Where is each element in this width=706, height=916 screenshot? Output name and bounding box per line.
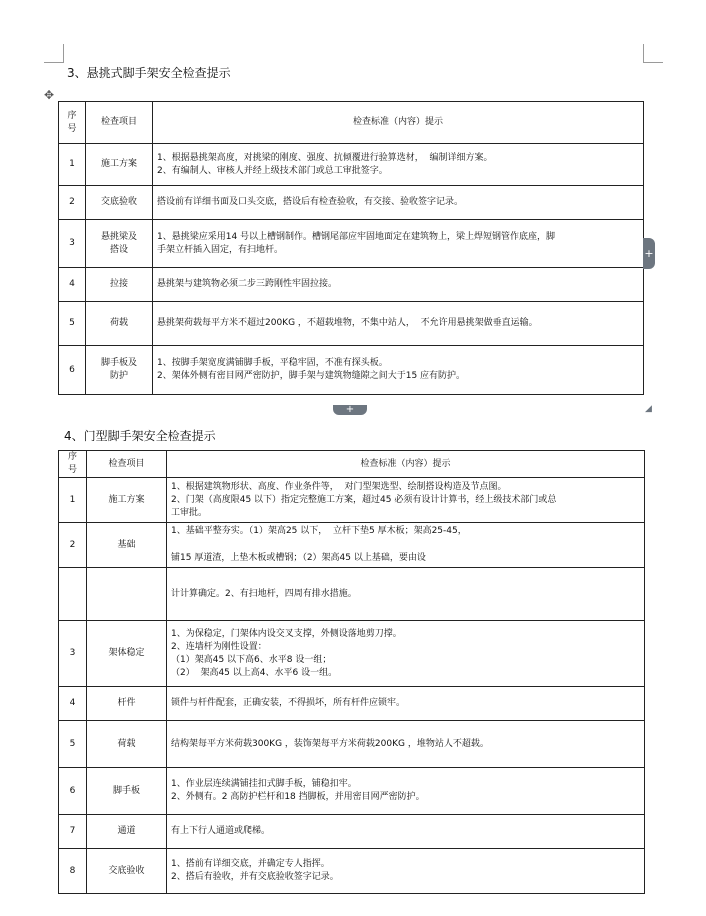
table-row [59, 721, 645, 768]
table-row [59, 849, 645, 894]
table-body [59, 102, 644, 395]
text-line: 架体稳定 [108, 648, 145, 658]
text-line: 有上下行人通道或爬梯。 [171, 826, 271, 836]
text-line: 号 [67, 123, 77, 134]
table-row [59, 687, 645, 721]
text-line: 1、根据建筑物形状、高度、作业条件等， 对门型架选型、绘制搭设构造及节点图。 [171, 481, 507, 492]
row-content [167, 815, 645, 849]
row-seq: 3 [59, 621, 87, 687]
row-item [86, 302, 153, 346]
text-line: 悬挑梁及 [100, 231, 137, 242]
table-row [59, 268, 644, 302]
text-line: 1、悬挑梁应采用14 号以上槽钢制作。槽钢尾部应牢固地面定在建筑物上，梁上焊短钢管作底座，脚 [157, 231, 556, 242]
row-item [87, 815, 167, 849]
text-line: 工审批。 [171, 507, 208, 518]
row-content [167, 687, 645, 721]
table-header-row [59, 102, 644, 144]
table-add-row-icon[interactable]: + [333, 405, 367, 415]
row-content [167, 523, 645, 568]
text-line: 号 [67, 465, 77, 475]
row-content [167, 568, 645, 621]
row-item [86, 220, 153, 268]
text-line: 1、为保稳定，门架体内设交叉支撑，外侧设落地剪刀撑。 [171, 628, 402, 639]
table-row [59, 568, 645, 621]
row-seq: 2 [59, 186, 86, 220]
text-line: 2、外侧有。2 高防护栏杆和18 挡脚板，并用密目网严密防护。 [171, 792, 425, 802]
text-line: 脚手板及 [100, 358, 137, 368]
table-body [59, 451, 645, 894]
table-header-row [59, 451, 645, 478]
row-seq: 5 [59, 302, 86, 346]
row-seq: 3 [59, 220, 86, 268]
crop-mark [44, 62, 64, 63]
text-line: 序 [67, 452, 77, 462]
row-content [153, 186, 644, 220]
text-line: 2、架体外侧有密目网严密防护，脚手架与建筑物缝隙之间大于15 应有防护。 [157, 371, 466, 381]
text-line: （1）架高45 以下高6、水平8 设一组； [171, 654, 332, 665]
table-row [59, 346, 644, 395]
row-item [87, 478, 167, 523]
row-seq: 1 [59, 478, 87, 523]
text-line: 悬挑架荷载每平方米不超过200KG ，不超载堆物，不集中站人， 不允许用悬挑架做垂直运输。 [157, 318, 538, 328]
row-seq: 6 [59, 768, 87, 815]
row-item [87, 687, 167, 721]
table-row [59, 302, 644, 346]
header-seq [59, 102, 86, 144]
row-content [167, 478, 645, 523]
row-content [167, 768, 645, 815]
row-seq: 4 [59, 268, 86, 302]
row-item [87, 721, 167, 768]
row-content [153, 144, 644, 186]
text-line: 施工方案 [100, 159, 137, 169]
table-move-icon[interactable]: ✥ [44, 88, 55, 102]
row-item [87, 621, 167, 687]
text-line: 1、按脚手架宽度满铺脚手板，平稳牢固，不准有探头板。 [157, 358, 388, 368]
text-line: 计计算确定。2、有扫地杆，四周有排水措施。 [171, 588, 357, 599]
row-content [153, 220, 644, 268]
table-resize-icon[interactable]: ◢ [645, 404, 652, 414]
row-content [167, 621, 645, 687]
header-content: 检查标准（内容）提示 [153, 102, 644, 144]
row-seq [59, 568, 87, 621]
text-line: 序 [67, 110, 77, 121]
text-line: 荷载 [117, 738, 136, 749]
section-heading: 3、悬挑式脚手架安全检查提示 [67, 66, 231, 80]
row-content [153, 268, 644, 302]
row-seq: 6 [59, 346, 86, 395]
text-line: 铺15 厚道渣，上垫木板或槽钢；（2）架高45 以上基础，要由设 [171, 553, 426, 563]
text-line: 结构架每平方米荷载300KG ，装饰架每平方米荷载200KG ，堆物站人不超载。 [171, 738, 489, 749]
row-seq: 1 [59, 144, 86, 186]
text-line: 基础 [117, 539, 136, 550]
row-content [167, 721, 645, 768]
section-heading: 4、门型脚手架安全检查提示 [64, 429, 216, 443]
header-item: 检查项目 [86, 102, 153, 144]
row-item [86, 144, 153, 186]
text-line: 手架立杆插入固定，有扫地杆。 [157, 244, 284, 255]
text-line: （2） 架高45 以上高4、水平6 设一组。 [171, 667, 338, 678]
row-seq: 8 [59, 849, 87, 894]
row-seq: 2 [59, 523, 87, 568]
table-row [59, 186, 644, 220]
text-line: 搭设 [109, 244, 128, 255]
table-row [59, 768, 645, 815]
text-line: 防护 [109, 371, 128, 381]
text-line: 1、基础平整夯实。（1）架高25 以下， 立杆下垫5 厚木板；架高25-45， [171, 526, 467, 536]
row-content [153, 346, 644, 395]
row-item [86, 268, 153, 302]
scaffold-check-table-2 [58, 450, 645, 894]
text-line: 荷载 [109, 318, 128, 328]
table-row [59, 478, 645, 523]
text-line: 脚手板 [112, 785, 140, 796]
text-line: 2、有编制人、审核人并经上级技术部门或总工审批签字。 [157, 165, 388, 176]
text-line: 2、搭后有验收，并有交底验收签字记录。 [171, 872, 339, 882]
text-line: 1、作业层连续满铺挂扣式脚手板，铺稳扣牢。 [171, 779, 357, 789]
text-line: 1、根据悬挑架高度，对挑梁的刚度、强度、抗倾覆进行验算选材， 编制详细方案。 [157, 152, 493, 163]
row-item [87, 523, 167, 568]
crop-mark [63, 44, 64, 63]
scaffold-check-table-1 [58, 101, 644, 395]
row-item [87, 768, 167, 815]
row-seq: 5 [59, 721, 87, 768]
row-seq: 4 [59, 687, 87, 721]
header-seq [59, 451, 87, 478]
text-line: 2、门架（高度限45 以下）指定完整施工方案，超过45 必须有设计计算书，经上级技术部门或总 [171, 494, 557, 505]
crop-mark [643, 44, 644, 63]
row-item [87, 568, 167, 621]
text-line: 搭设前有详细书面及口头交底，搭设后有检查验收，有交接、验收签字记录。 [157, 197, 464, 207]
text-line: 杆件 [117, 698, 136, 708]
row-seq: 7 [59, 815, 87, 849]
text-line: 通道 [117, 826, 136, 836]
text-line: 悬挑架与建筑物必须二步三跨刚性牢固拉接。 [157, 279, 338, 289]
text-line: 拉接 [109, 279, 128, 289]
table-add-column-icon[interactable]: + [643, 238, 655, 269]
header-item: 检查项目 [87, 451, 167, 478]
row-content [167, 849, 645, 894]
text-line: 1、搭前有详细交底，并确定专人指挥。 [171, 859, 330, 869]
row-item [86, 346, 153, 395]
table-row [59, 220, 644, 268]
text-line: 交底验收 [108, 865, 145, 876]
text-line: 2、连墙杆为刚性设置： [171, 641, 267, 652]
row-item [86, 186, 153, 220]
table-row [59, 815, 645, 849]
row-item [87, 849, 167, 894]
table-row [59, 523, 645, 568]
text-line: 交底验收 [100, 197, 137, 207]
crop-mark [643, 62, 663, 63]
header-content: 检查标准（内容）提示 [167, 451, 645, 478]
text-line: 锁件与杆件配套，正确安装，不得损坏，所有杆件应锁牢。 [171, 698, 406, 708]
row-content [153, 302, 644, 346]
table-row [59, 621, 645, 687]
text-line: 施工方案 [108, 494, 145, 505]
table-row [59, 144, 644, 186]
